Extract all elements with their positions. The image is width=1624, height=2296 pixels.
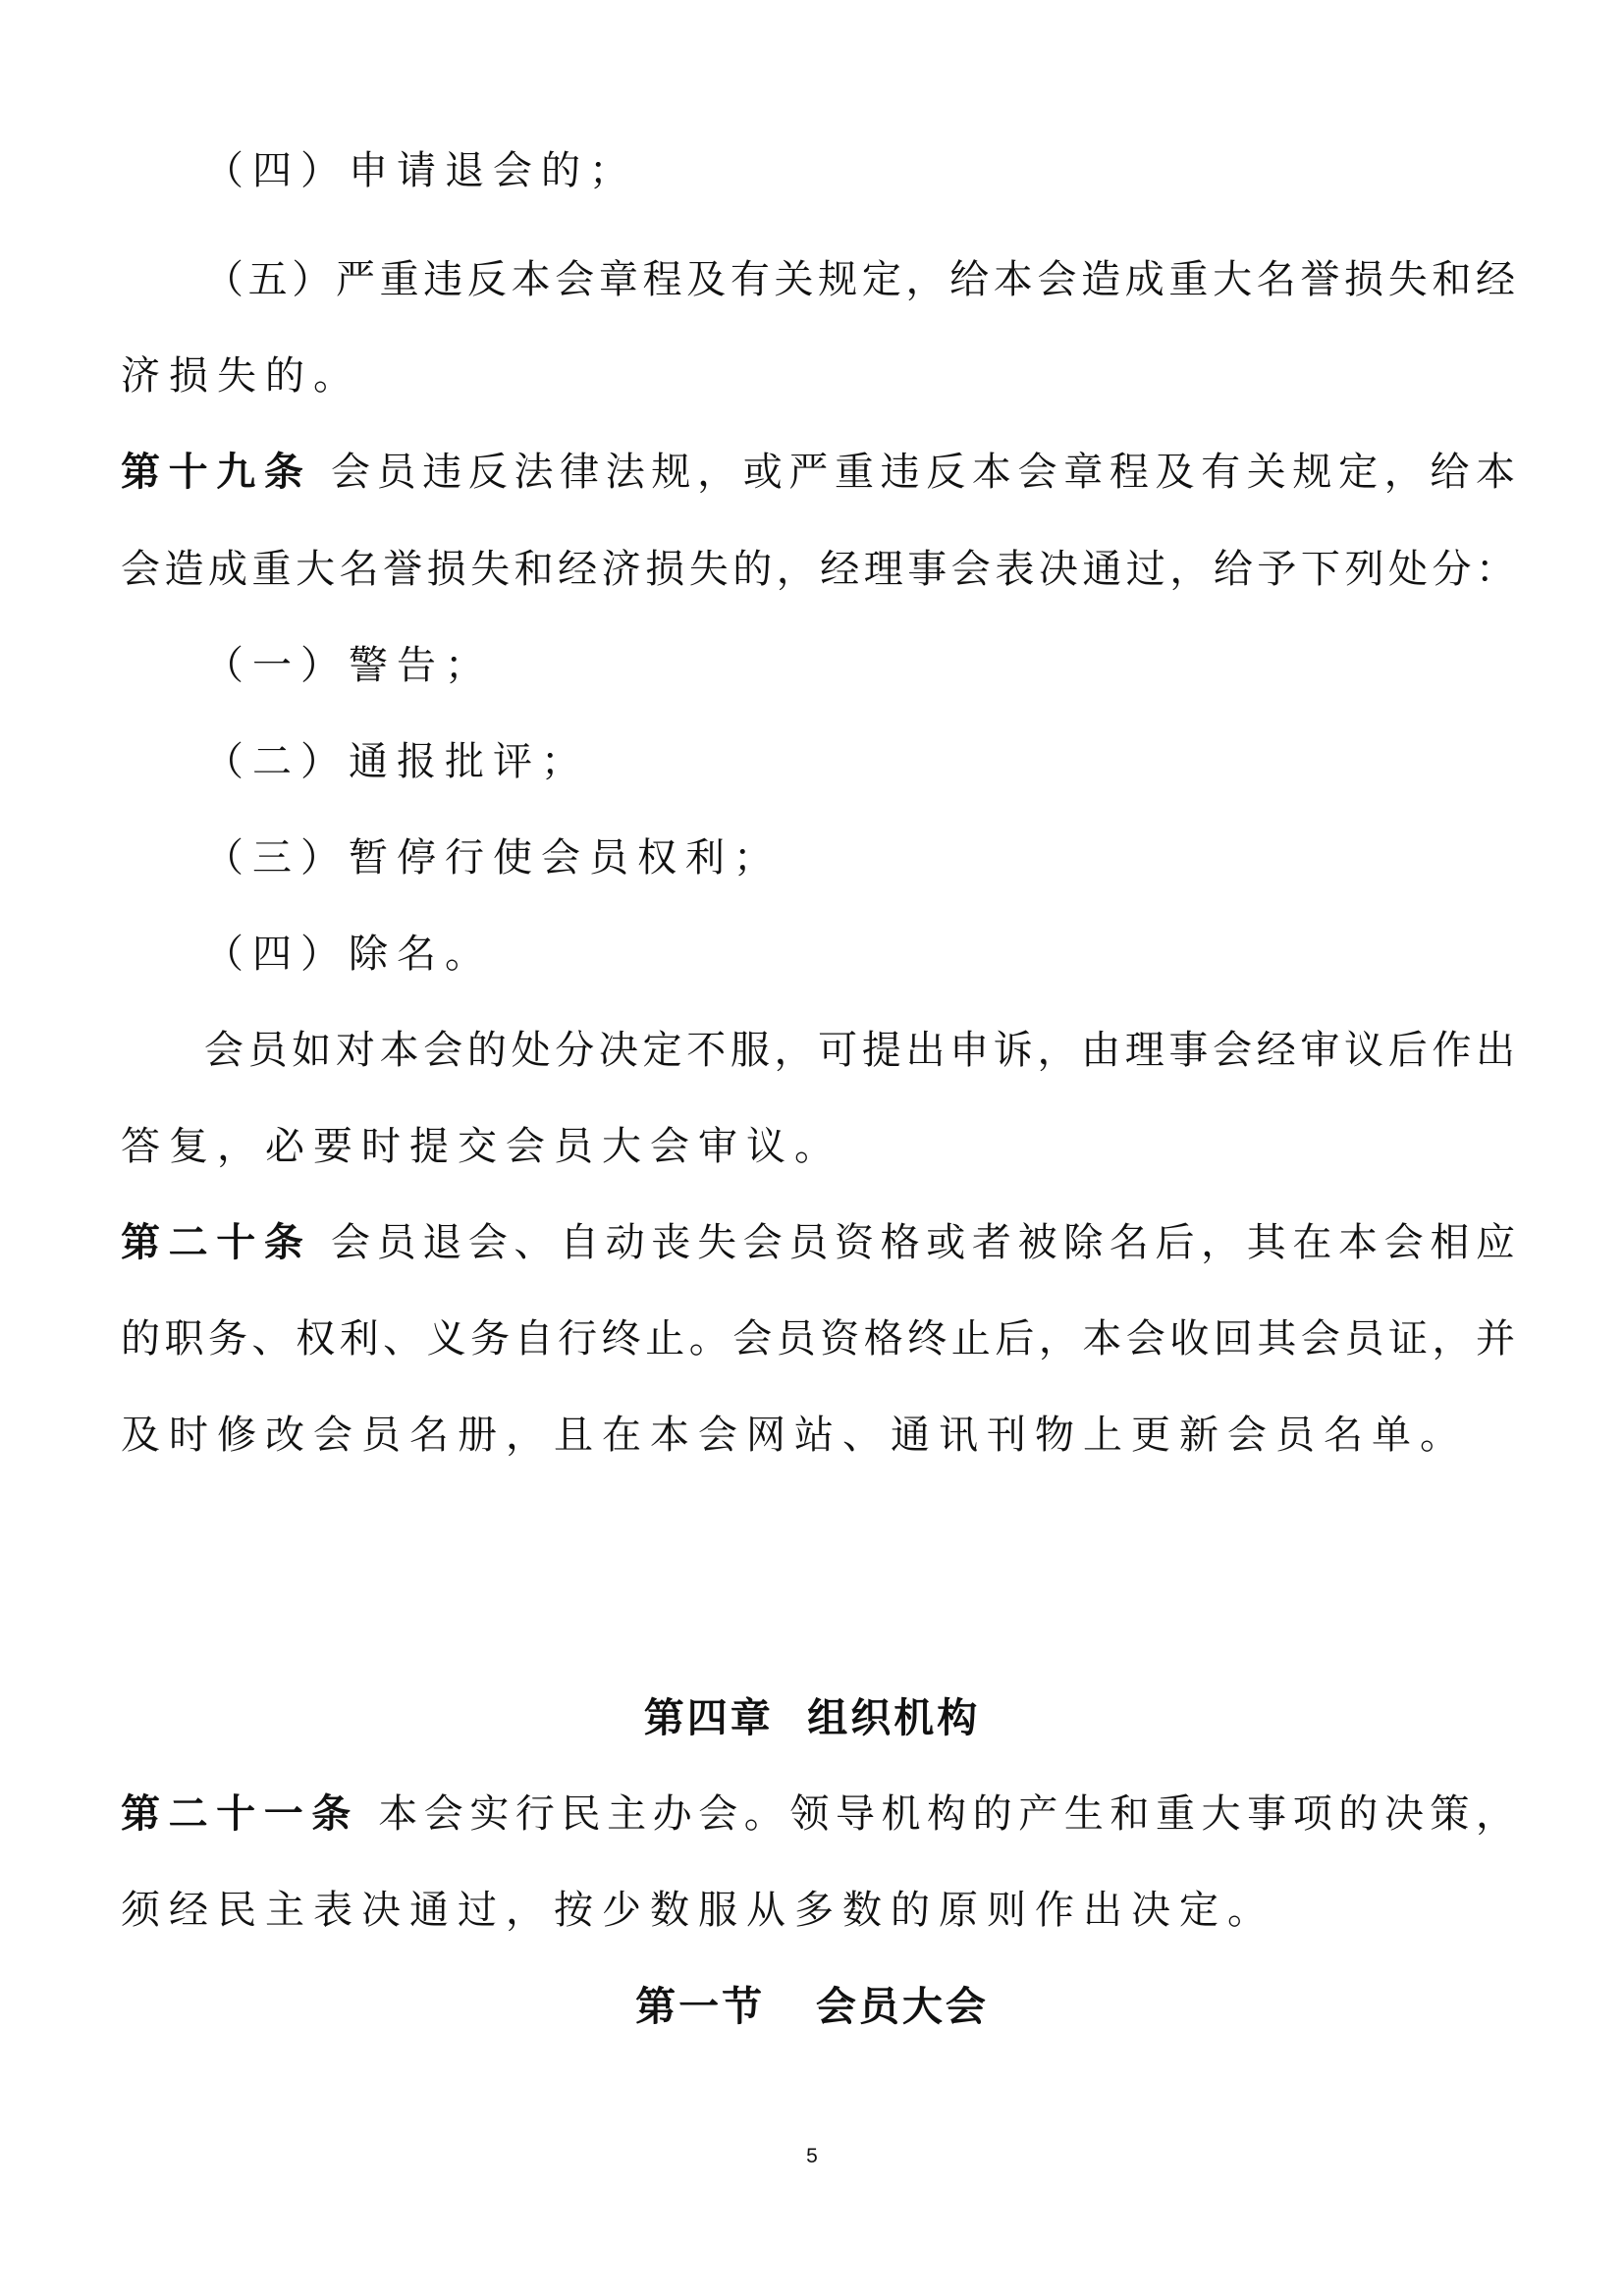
chapter-heading: 第四章 组织机构 <box>643 1694 981 1741</box>
penalty-4: （四）除名。 <box>204 932 493 977</box>
item-4-line: （四）申请退会的； <box>204 148 637 193</box>
article-21-line-1 <box>121 1787 1515 1842</box>
article-19-line-2: 会造成重大名誉损失和经济损失的，经理事会表决通过，给予下列处分： <box>121 547 1515 592</box>
article-19-text-1: 会员违反法律法规，或严重违反本会章程及有关规定，给本 <box>330 450 1516 495</box>
page-number: 5 <box>806 2145 818 2167</box>
item-5-line-1 <box>204 252 1515 307</box>
article-20-line-3: 及时修改会员名册，且在本会网站、通讯刊物上更新会员名单。 <box>121 1413 1468 1458</box>
article-19-line-1 <box>121 445 1515 500</box>
article-20-text-1: 会员退会、自动丧失会员资格或者被除名后，其在本会相应 <box>330 1220 1516 1265</box>
article-20-line-2: 的职务、权利、义务自行终止。会员资格终止后，本会收回其会员证，并 <box>121 1316 1515 1362</box>
appeal-line-2: 答复，必要时提交会员大会审议。 <box>121 1124 842 1169</box>
item-5-line-2: 济损失的。 <box>121 353 361 399</box>
section-heading: 第一节 会员大会 <box>635 1983 989 2030</box>
penalty-3: （三）暂停行使会员权利； <box>204 835 782 881</box>
article-21-line-2: 须经民主表决通过，按少数服从多数的原则作出决定。 <box>121 1888 1275 1933</box>
article-21-text-1: 本会实行民主办会。领导机构的产生和重大事项的决策， <box>378 1791 1516 1837</box>
appeal-line-1 <box>204 1023 1515 1078</box>
article-21-title: 第二十一条 <box>121 1791 359 1837</box>
article-19-title: 第十九条 <box>121 450 312 495</box>
penalty-2: （二）通报批评； <box>204 739 589 784</box>
article-20-line-1 <box>121 1215 1515 1270</box>
item-5-text-1: （五）严重违反本会章程及有关规定，给本会造成重大名誉损失和经 <box>204 257 1515 302</box>
penalty-1: （一）警告； <box>204 643 493 688</box>
article-20-title: 第二十条 <box>121 1220 312 1265</box>
appeal-text-1: 会员如对本会的处分决定不服，可提出申诉，由理事会经审议后作出 <box>204 1028 1515 1073</box>
